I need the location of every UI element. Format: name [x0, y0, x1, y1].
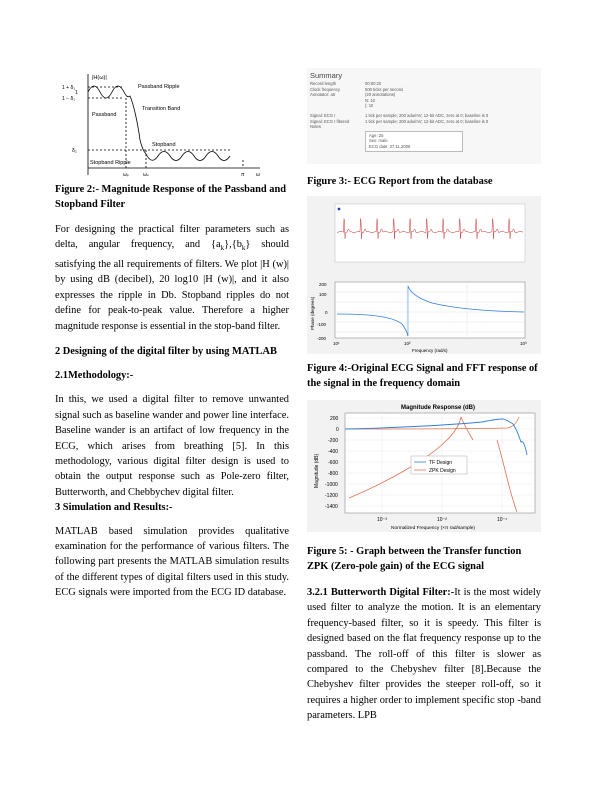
report-row-key: Annotator: atr [310, 92, 336, 98]
fig2-tick-pi: π [241, 172, 245, 178]
fig2-tick-d2: δ₂ [72, 148, 77, 154]
left-column [55, 182, 289, 601]
fig5-xtick-1: 10⁻² [437, 517, 447, 523]
fig2-label-passband: Passband [92, 112, 117, 118]
fig2-label-passband-ripple: Passband Ripple [138, 84, 180, 90]
report-row-key [310, 103, 365, 109]
fig5-title: Magnitude Response (dB) [401, 405, 476, 411]
report-row-value: 00:00:20 [365, 81, 382, 86]
report-row-value: 1 tick per sample; 200 adu/mV; 12-bit ADC, zero at 0; baseline is 0 [365, 112, 489, 118]
fig5-ytick-4: -600 [328, 460, 339, 466]
figure-4-caption: Figure 4:-Original ECG Signal and FFT response of the signal in the frequency domain [307, 363, 538, 389]
figure-5-caption: Figure 5: - Graph between the Transfer function ZPK (Zero-pole gain) of the ECG signal [307, 546, 522, 572]
phase-ylabel: Phase (degrees) [310, 296, 315, 330]
report-row-key: Notes [310, 124, 321, 130]
report-row-key: Signal: ECG I filtered [310, 118, 350, 124]
fig5-ytick-3: -400 [328, 449, 339, 455]
fig2-tick-1md: 1 − δ₁ [62, 96, 75, 102]
figure-3-ecg-report [307, 68, 541, 164]
phase-xtick-1: 10² [404, 341, 411, 346]
report-row-key: Signal: ECG I [310, 112, 336, 118]
legend-zpk-design: ZPK Design [429, 468, 456, 474]
report-note: Sex: male [369, 138, 388, 144]
fig2-xlabel: ω [256, 172, 260, 178]
fig5-xtick-0: 10⁻³ [377, 517, 387, 523]
report-row [310, 103, 541, 109]
figure-5-magnitude-response [307, 400, 541, 532]
phase-xtick-2: 10³ [520, 341, 527, 346]
paragraph-methodology: In this, we used a digital filter to remove unwanted signal such as baseline wander and power line interface. Baseline wander is an artifact of low frequency in the ECG, which arises from breathing [5]. In this methodology, various digital filter design is used to obtain the output response such as Pole-zero filter, Butterworth, and Chebbychev digital filter. [55, 394, 289, 498]
report-row [310, 124, 541, 130]
figure-2-magnitude-response [60, 70, 265, 180]
fig5-ytick-7: -1200 [325, 493, 338, 499]
fig5-ylabel: Magnitude (dB) [314, 453, 320, 488]
heading-section-3: 3 Simulation and Results:- [55, 502, 173, 514]
fig2-tick-1: 1 [75, 90, 78, 96]
figure-4-ecg-fft [307, 196, 541, 354]
fig5-ytick-2: -200 [328, 438, 339, 444]
report-row-value: N: 10 [365, 97, 376, 103]
right-column [307, 544, 541, 724]
phase-ytick-2: 0 [325, 310, 328, 315]
fig2-ylabel: |H(ω)| [92, 75, 107, 81]
report-title: Summary [310, 71, 343, 80]
report-rows [307, 81, 541, 130]
fig5-legend [411, 456, 467, 474]
report-row-value: 500 ticks per second [365, 86, 404, 92]
report-row-value: (20 annotations) [365, 92, 396, 98]
fig5-xlabel: Normalized Frequency (×π rad/sample) [391, 526, 475, 531]
phase-ytick-4: -200 [317, 336, 327, 341]
fig5-ytick-0: 200 [330, 416, 339, 422]
report-row-value: 1 tick per sample; 200 adu/mV; 12-bit ADC, zero at 0; baseline is 0 [365, 118, 489, 124]
heading-butterworth: 3.2.1 Butterworth Digital Filter:- [307, 587, 455, 598]
report-note: ECG date: 27.11.2006 [369, 143, 411, 149]
report-note: Age: 25 [369, 132, 384, 138]
legend-tf-design: TF Design [429, 460, 453, 466]
fig2-label-stopband-ripple: Stopband Ripple [90, 160, 131, 166]
heading-section-2: 2 Designing of the digital filter by using MATLAB [55, 345, 277, 357]
report-row-key: Record length [310, 81, 337, 86]
fig5-xtick-2: 10⁻¹ [497, 517, 507, 523]
fig5-ytick-8: -1400 [325, 504, 338, 510]
figure-3-caption: Figure 3:- ECG Report from the database [307, 176, 493, 187]
figure-2-caption: Figure 2:- Magnitude Response of the Passband and Stopband Filter [55, 184, 287, 210]
fig2-tick-ws: ωₛ [143, 172, 149, 178]
fig2-tick-wp: ωₚ [123, 172, 130, 178]
paragraph-butterworth: 3.2.1 Butterworth Digital Filter:-It is the most widely used filter to analyze the motion. It is an elementary frequency-based filter, so it is speedy. This filter is designed based on the flat frequency response up to the passband. The roll-off of this filter is slower as compared to the Chebyshev filter [8].Because the Chebyshev filter provides the steeper roll-off, so it requires a higher order to implement specific stop -band parameters. LPB [307, 587, 541, 722]
report-row-value: (: 10 [365, 103, 374, 109]
fig2-label-stopband: Stopband [152, 142, 176, 148]
phase-xtick-0: 10¹ [333, 341, 340, 346]
phase-xlabel: Frequency (rad/s) [412, 348, 448, 353]
report-row-key: Clock frequency [310, 86, 341, 92]
fig5-ytick-1: 0 [336, 427, 339, 433]
paragraph-filter-parameters: For designing the practical filter parameters such as delta, angular frequency, and $\{a_k\},\{b_k\}$ should satisfying the all requirements of filters. We plot |H (w)| by using dB (decibel), 20 log10 |H (w)|, and it also expresses the ripple in Db. Stopband ripples do not define for peak-to-peak value. Therefore a higher magnitude response is essential in the stop-band filter. [55, 224, 290, 332]
fig2-tick-1pd: 1 + δ₁ [62, 85, 75, 91]
report-notes [365, 131, 463, 152]
phase-ytick-1: 100 [319, 292, 327, 297]
fig5-ytick-5: -800 [328, 471, 339, 477]
fig5-ytick-6: -1000 [325, 482, 338, 488]
phase-ytick-0: 200 [319, 282, 327, 287]
paragraph-simulation: MATLAB based simulation provides qualitative examination for the performance of various filters. The following part presents the MATLAB simulation results of the different types of digital filters used in this study. ECG signals were imported from the ECG ID database. [55, 525, 289, 599]
phase-ytick-3: -100 [317, 322, 327, 327]
fig2-label-transition-band: Transition Band [142, 106, 181, 112]
heading-methodology: 2.1Methodology:- [55, 369, 134, 381]
